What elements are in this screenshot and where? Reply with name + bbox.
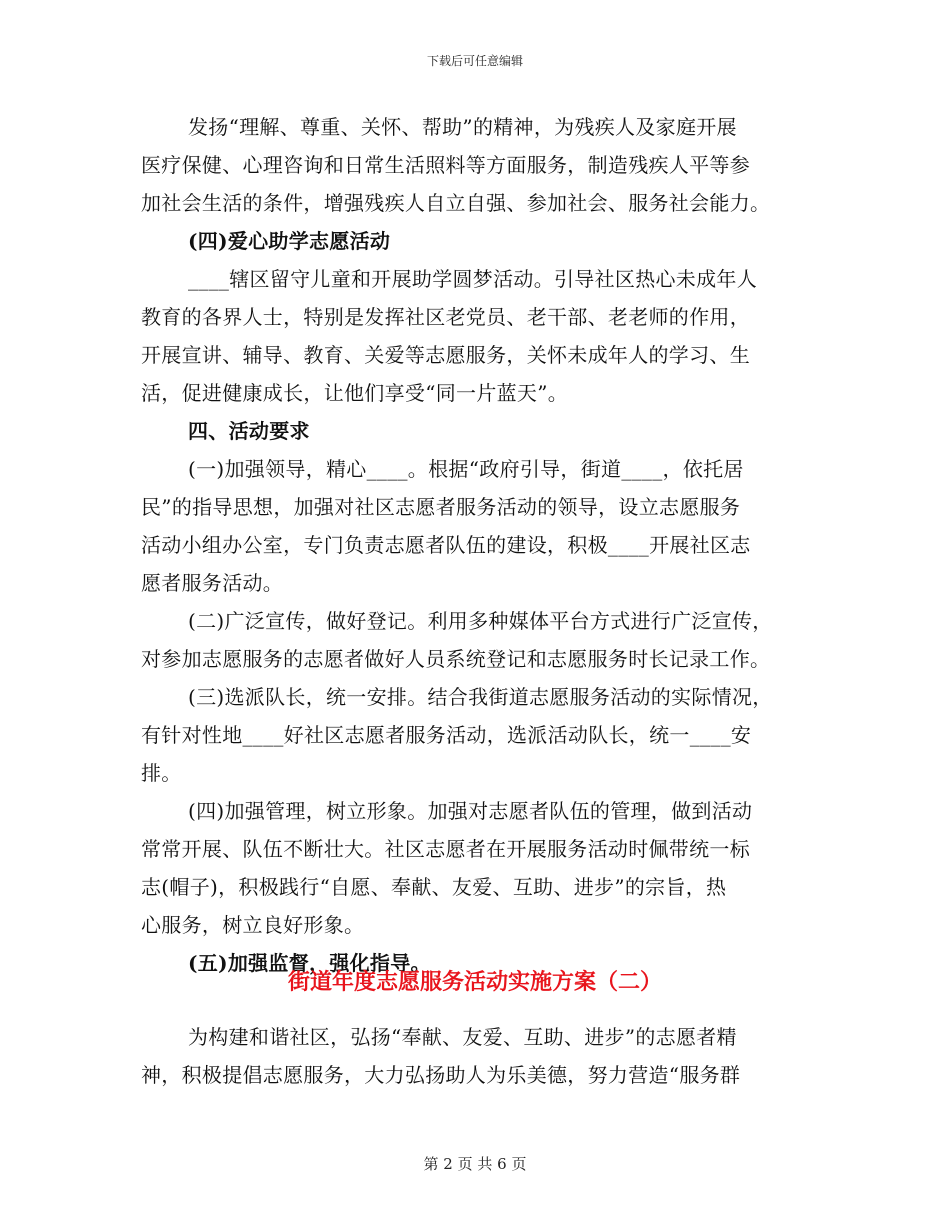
paragraph-line: 民”的指导思想，加强对社区志愿者服务活动的领导，设立志愿服务	[141, 495, 741, 519]
paragraph-line: 教育的各界人士，特别是发挥社区老党员、老干部、老老师的作用，	[141, 305, 750, 329]
paragraph-line: 心服务，树立良好形象。	[141, 913, 365, 937]
subheading: (五)加强监督，强化指导。	[188, 951, 431, 975]
paragraph-line: 志(帽子)，积极践行“自愿、奉献、友爱、互助、进步”的宗旨，热	[141, 875, 727, 899]
paragraph-line: 发扬“理解、尊重、关怀、帮助”的精神，为残疾人及家庭开展	[188, 115, 737, 139]
paragraph-line: 神，积极提倡志愿服务，大力弘扬助人为乐美德，努力营造“服务群	[141, 1063, 741, 1087]
paragraph-line: 活动小组办公室，专门负责志愿者队伍的建设，积极____开展社区志	[141, 533, 751, 557]
subheading: (四)爱心助学志愿活动	[188, 229, 391, 253]
paragraph-line: 常常开展、队伍不断壮大。社区志愿者在开展服务活动时佩带统一标	[141, 837, 750, 861]
paragraph-line: (四)加强管理，树立形象。加强对志愿者队伍的管理，做到活动	[188, 799, 753, 823]
paragraph-line: (一)加强领导，精心____。根据“政府引导，街道____，依托居	[188, 457, 744, 481]
section-title: 街道年度志愿服务活动实施方案（二）	[287, 969, 662, 995]
paragraph-line: (二)广泛宣传，做好登记。利用多种媒体平台方式进行广泛宣传，	[188, 609, 773, 633]
section-heading: 四、活动要求	[188, 419, 310, 443]
paragraph-line: 开展宣讲、辅导、教育、关爱等志愿服务，关怀未成年人的学习、生	[141, 343, 750, 367]
paragraph-line: 对参加志愿服务的志愿者做好人员系统登记和志愿服务时长记录工作。	[141, 647, 771, 671]
paragraph-line: 排。	[141, 761, 182, 785]
page-header: 下载后可任意编辑	[426, 54, 523, 68]
paragraph-line: 加社会生活的条件，增强残疾人自立自强、参加社会、服务社会能力。	[141, 191, 771, 215]
paragraph-line: 有针对性地____好社区志愿者服务活动，选派活动队长，统一____安	[141, 723, 752, 747]
paragraph-line: 医疗保健、心理咨询和日常生活照料等方面服务，制造残疾人平等参	[141, 153, 750, 177]
page-footer: 第 2 页 共 6 页	[423, 1155, 527, 1173]
paragraph-line: ____辖区留守儿童和开展助学圆梦活动。引导社区热心未成年人	[188, 267, 757, 291]
paragraph-line: 愿者服务活动。	[141, 571, 284, 595]
paragraph-line: 为构建和谐社区，弘扬“奉献、友爱、互助、进步”的志愿者精	[188, 1025, 737, 1049]
paragraph-line: 活，促进健康成长，让他们享受“同一片蓝天”。	[141, 381, 569, 405]
paragraph-line: (三)选派队长，统一安排。结合我街道志愿服务活动的实际情况，	[188, 685, 773, 709]
